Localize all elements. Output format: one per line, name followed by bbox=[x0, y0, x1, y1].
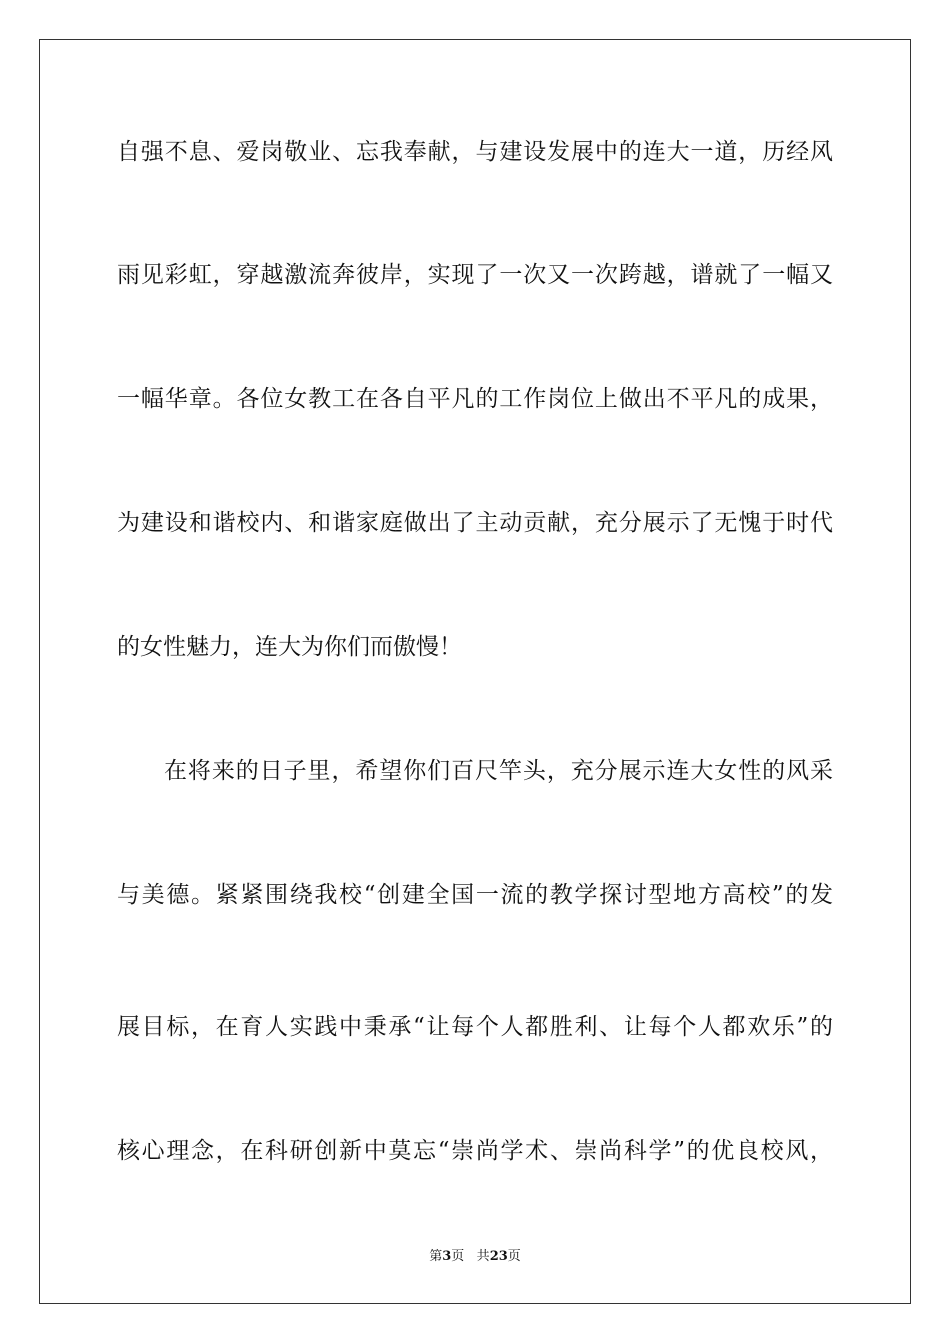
footer-page-prefix: 第 bbox=[429, 1249, 443, 1264]
body-line-5: 的女性魅力，连大为你们而傲慢！ bbox=[117, 634, 462, 660]
body-line-2: 雨见彩虹，穿越激流奔彼岸，实现了一次又一次跨越，谱就了一幅又 bbox=[117, 262, 833, 288]
page-border bbox=[39, 39, 911, 1304]
body-line-1: 自强不息、爱岗敬业、忘我奉献，与建设发展中的连大一道，历经风 bbox=[117, 139, 833, 165]
footer-total-prefix: 共 bbox=[476, 1249, 490, 1264]
footer-total-suffix: 页 bbox=[507, 1249, 521, 1264]
footer-total-pages: 23 bbox=[489, 1249, 508, 1264]
footer-page-number: 3 bbox=[442, 1249, 452, 1264]
body-line-7: 与美德。紧紧围绕我校“创建全国一流的教学探讨型地方高校”的发 bbox=[117, 882, 833, 908]
footer-page-suffix: 页 bbox=[451, 1249, 465, 1264]
body-line-6: 在将来的日子里，希望你们百尺竿头，充分展示连大女性的风采 bbox=[164, 758, 833, 784]
body-line-4: 为建设和谐校内、和谐家庭做出了主动贡献，充分展示了无愧于时代 bbox=[117, 510, 833, 536]
body-line-8: 展目标，在育人实践中秉承“让每个人都胜利、让每个人都欢乐”的 bbox=[117, 1014, 833, 1040]
page-footer bbox=[0, 1248, 950, 1266]
body-line-9: 核心理念，在科研创新中莫忘“崇尚学术、崇尚科学”的优良校风， bbox=[117, 1138, 833, 1164]
body-line-3: 一幅华章。各位女教工在各自平凡的工作岗位上做出不平凡的成果， bbox=[117, 386, 833, 412]
